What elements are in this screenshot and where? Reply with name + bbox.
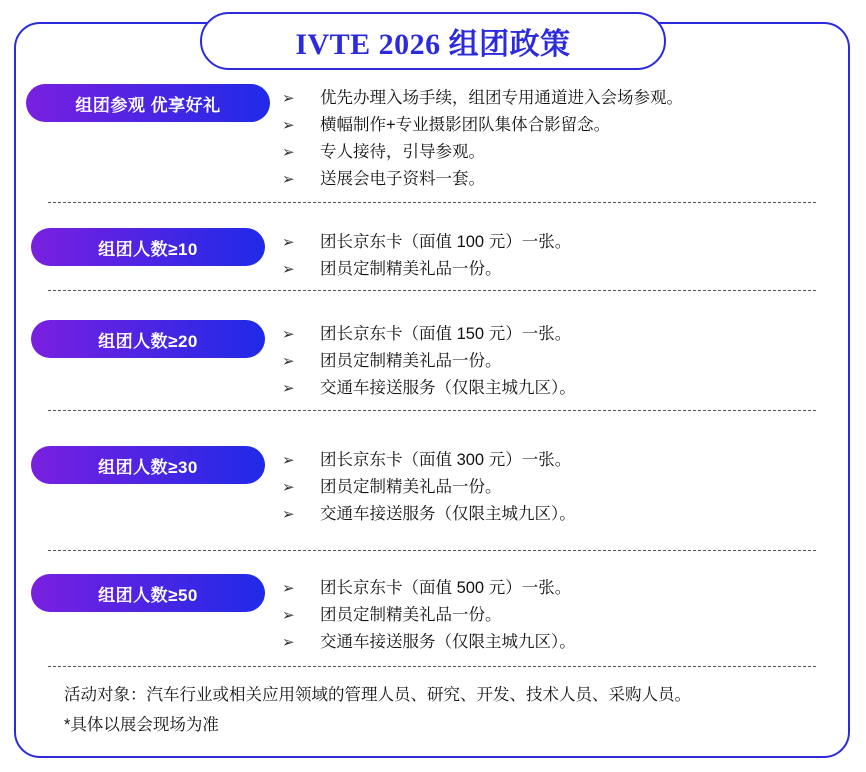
list-item-text: 专人接待，引导参观。 [320, 143, 485, 161]
arrow-bullet-icon: ➢ [282, 506, 295, 523]
list-item-text: 优先办理入场手续，组团专用通道进入会场参观。 [320, 89, 683, 107]
list-item [282, 348, 850, 375]
pill-cell [14, 320, 282, 358]
list-item [282, 139, 850, 166]
arrow-bullet-icon: ➢ [282, 261, 295, 278]
list-item-text: 交通车接送服务（仅限主城九区）。 [320, 505, 576, 523]
list-item-text: 交通车接送服务（仅限主城九区）。 [320, 379, 576, 397]
list-item-text: 横幅制作+专业摄影团队集体合影留念。 [320, 116, 611, 134]
divider [48, 290, 816, 291]
list-item-text: 团长京东卡（面值 500 元）一张。 [320, 579, 572, 597]
divider [48, 550, 816, 551]
policy-row [14, 228, 850, 283]
list-item-text: 团员定制精美礼品一份。 [320, 260, 502, 278]
list-item [282, 229, 850, 256]
arrow-bullet-icon: ➢ [282, 90, 295, 107]
arrow-bullet-icon: ➢ [282, 607, 295, 624]
policy-badge: 组团人数≥50 [31, 574, 265, 612]
arrow-bullet-icon: ➢ [282, 117, 295, 134]
arrow-bullet-icon: ➢ [282, 634, 295, 651]
content-area [14, 22, 850, 758]
audience-note: 活动对象：汽车行业或相关应用领域的管理人员、研究、开发、技术人员、采购人员。 [64, 686, 691, 704]
divider [48, 202, 816, 203]
arrow-bullet-icon: ➢ [282, 353, 295, 370]
divider [48, 410, 816, 411]
benefit-list [282, 228, 850, 283]
list-item [282, 474, 850, 501]
policy-row [14, 446, 850, 528]
list-item-text: 交通车接送服务（仅限主城九区）。 [320, 633, 576, 651]
list-item [282, 447, 850, 474]
list-item-text: 团长京东卡（面值 300 元）一张。 [320, 451, 572, 469]
list-item-text: 团长京东卡（面值 150 元）一张。 [320, 325, 572, 343]
benefit-list [282, 574, 850, 656]
arrow-bullet-icon: ➢ [282, 326, 295, 343]
list-item [282, 575, 850, 602]
page-title: IVTE 2026 组团政策 [295, 28, 571, 61]
list-item-text: 送展会电子资料一套。 [320, 170, 485, 188]
arrow-bullet-icon: ➢ [282, 171, 295, 188]
list-item [282, 501, 850, 528]
pill-cell [14, 574, 282, 612]
policy-badge: 组团人数≥20 [31, 320, 265, 358]
benefit-list [282, 446, 850, 528]
policy-row [14, 84, 850, 193]
policy-row [14, 574, 850, 656]
benefit-list [282, 320, 850, 402]
list-item-text: 团员定制精美礼品一份。 [320, 478, 502, 496]
disclaimer-note: *具体以展会现场为准 [64, 716, 219, 734]
arrow-bullet-icon: ➢ [282, 479, 295, 496]
list-item-text: 团员定制精美礼品一份。 [320, 352, 502, 370]
list-item [282, 112, 850, 139]
pill-cell [14, 228, 282, 266]
list-item [282, 256, 850, 283]
arrow-bullet-icon: ➢ [282, 580, 295, 597]
policy-badge: 组团参观 优享好礼 [26, 84, 270, 122]
list-item [282, 85, 850, 112]
list-item [282, 629, 850, 656]
policy-row [14, 320, 850, 402]
list-item-text: 团员定制精美礼品一份。 [320, 606, 502, 624]
policy-badge: 组团人数≥10 [31, 228, 265, 266]
pill-cell [14, 84, 282, 122]
footer-notes [64, 680, 824, 740]
divider [48, 666, 816, 667]
list-item [282, 602, 850, 629]
benefit-list [282, 84, 850, 193]
arrow-bullet-icon: ➢ [282, 144, 295, 161]
list-item [282, 375, 850, 402]
arrow-bullet-icon: ➢ [282, 380, 295, 397]
list-item-text: 团长京东卡（面值 100 元）一张。 [320, 233, 572, 251]
pill-cell [14, 446, 282, 484]
policy-badge: 组团人数≥30 [31, 446, 265, 484]
list-item [282, 166, 850, 193]
arrow-bullet-icon: ➢ [282, 452, 295, 469]
list-item [282, 321, 850, 348]
title-capsule [200, 12, 666, 70]
arrow-bullet-icon: ➢ [282, 234, 295, 251]
